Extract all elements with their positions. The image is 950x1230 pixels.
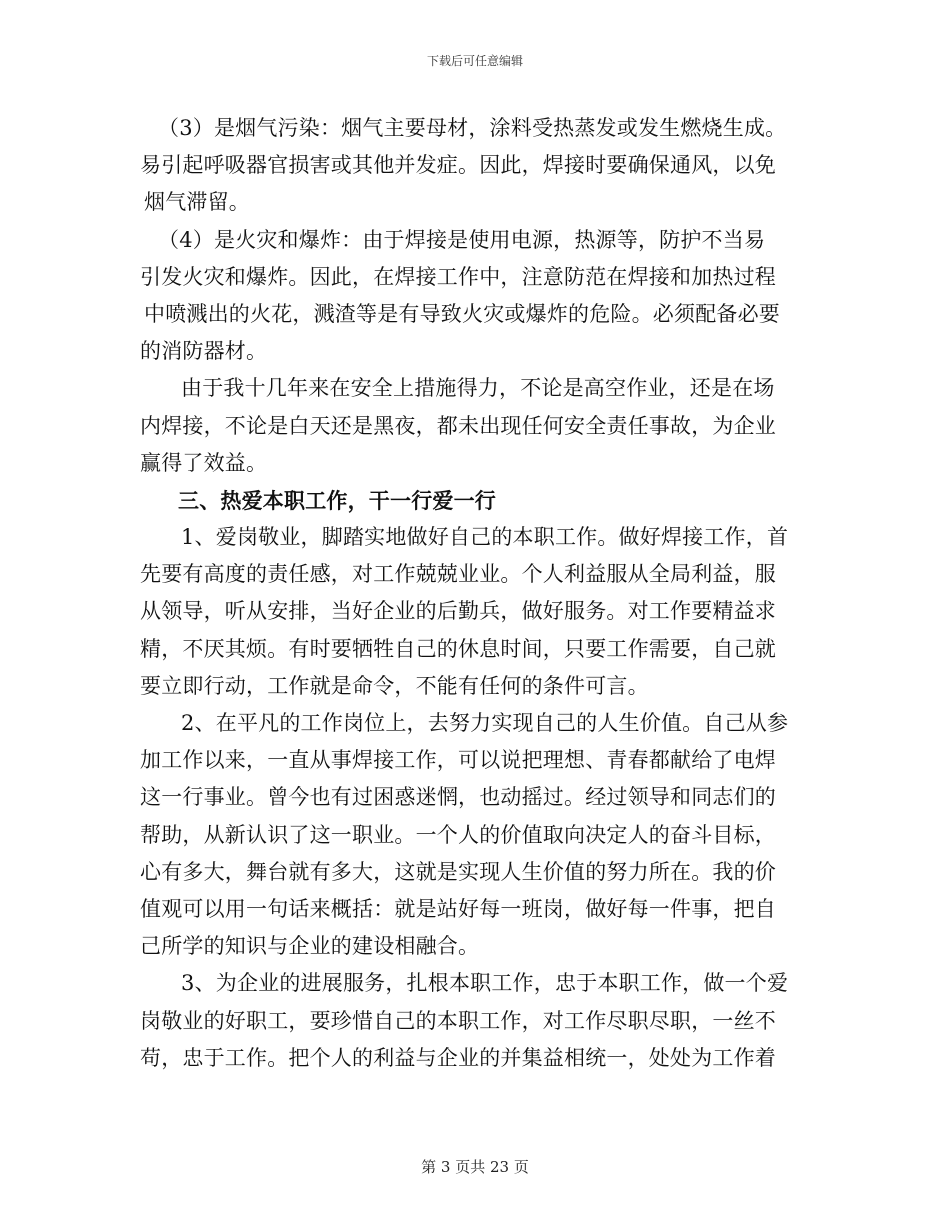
text-line: 中喷溅出的火花，溅渣等是有导致火灾或爆炸的危险。必须配备必要 bbox=[144, 301, 780, 326]
text-line: 烟气滞留。 bbox=[144, 190, 250, 215]
text-line: 苟，忠于工作。把个人的利益与企业的并集益相统一，处处为工作着 bbox=[140, 1045, 776, 1070]
paragraph bbox=[140, 519, 820, 705]
text-line: 由于我十几年来在安全上措施得力，不论是高空作业，还是在场 bbox=[181, 376, 775, 401]
text-line: 值观可以用一句话来概括：就是站好每一班岗，做好每一件事，把自 bbox=[140, 896, 776, 921]
page-header: 下载后可任意编辑 bbox=[426, 54, 523, 68]
text-line: 这一行事业。曾今也有过困惑迷惘，也动摇过。经过领导和同志们的 bbox=[140, 785, 776, 810]
text-line: 己所学的知识与企业的建设相融合。 bbox=[140, 934, 480, 959]
section-heading: 三、热爱本职工作，干一行爱一行 bbox=[178, 487, 496, 513]
text-line: 引发火灾和爆炸。因此，在焊接工作中，注意防范在焊接和加热过程 bbox=[140, 264, 776, 289]
text-line: （3）是烟气污染：烟气主要母材，涂料受热蒸发或发生燃烧生成。 bbox=[158, 116, 787, 140]
paragraph bbox=[140, 222, 820, 371]
text-line: 加工作以来，一直从事焊接工作，可以说把理想、青春都献给了电焊 bbox=[140, 748, 776, 773]
text-line: 精，不厌其烦。有时要牺牲自己的休息时间，只要工作需要，自己就 bbox=[140, 636, 776, 661]
text-line: 的消防器材。 bbox=[140, 339, 268, 364]
text-line: 岗敬业的好职工，要珍惜自己的本职工作，对工作尽职尽职，一丝不 bbox=[140, 1008, 776, 1033]
text-line: 先要有高度的责任感，对工作兢兢业业。个人利益服从全局利益，服 bbox=[140, 562, 776, 587]
text-line: （4）是火灾和爆炸：由于焊接是使用电源，热源等，防护不当易 bbox=[158, 227, 766, 252]
text-line: 3、为企业的进展服务，扎根本职工作，忠于本职工作，做一个爱 bbox=[181, 971, 789, 996]
paragraph bbox=[140, 705, 820, 965]
document-body bbox=[140, 110, 820, 1077]
paragraph bbox=[140, 370, 820, 482]
text-line: 帮助，从新认识了这一职业。一个人的价值取向决定人的奋斗目标， bbox=[140, 822, 776, 847]
text-line: 赢得了效益。 bbox=[140, 450, 268, 475]
paragraph bbox=[140, 110, 820, 222]
text-line: 内焊接，不论是白天还是黑夜，都未出现任何安全责任事故，为企业 bbox=[140, 413, 776, 438]
page-number: 第 3 页共 23 页 bbox=[421, 1158, 529, 1176]
text-line: 2、在平凡的工作岗位上，去努力实现自己的人生价值。自己从参 bbox=[181, 711, 789, 735]
text-line: 易引起呼吸器官损害或其他并发症。因此，焊接时要确保通风，以免 bbox=[140, 153, 776, 178]
paragraph bbox=[140, 965, 820, 1077]
text-line: 要立即行动，工作就是命令，不能有任何的条件可言。 bbox=[140, 673, 649, 698]
text-line: 1、爱岗敬业，脚踏实地做好自己的本职工作。做好焊接工作，首 bbox=[181, 525, 789, 550]
text-line: 心有多大，舞台就有多大，这就是实现人生价值的努力所在。我的价 bbox=[140, 859, 776, 884]
text-line: 从领导，听从安排，当好企业的后勤兵，做好服务。对工作要精益求 bbox=[140, 599, 776, 624]
